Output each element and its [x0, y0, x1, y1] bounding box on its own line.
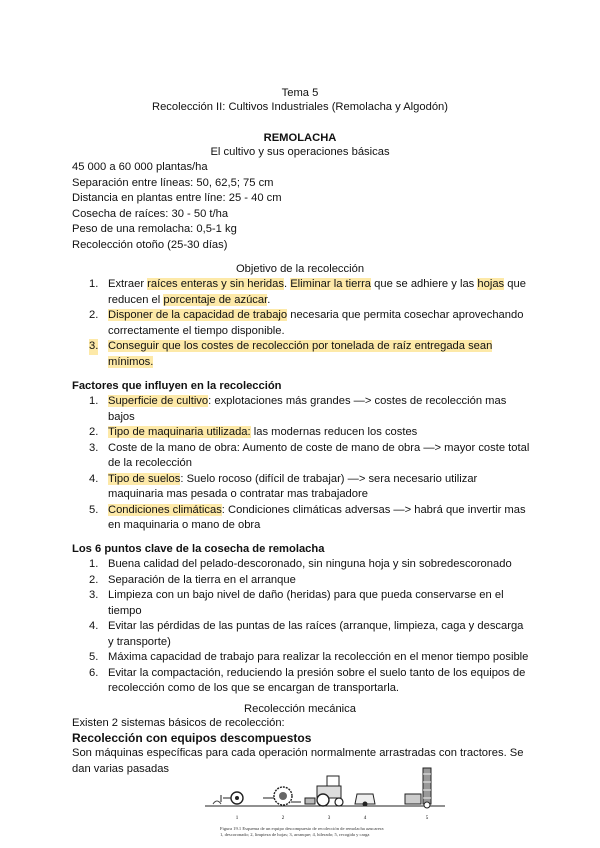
- list-item: [72, 503, 542, 534]
- item-text: Máxima capacidad de trabajo para realizar la recolección en el menor tiempo posible: [108, 651, 529, 663]
- fact-line: 45 000 a 60 000 plantas/ha: [72, 161, 208, 173]
- fact-line: Distancia en plantas entre líne: 25 - 40 cm: [72, 192, 282, 204]
- list-item: [72, 425, 542, 441]
- harvester-diagram-figure: [205, 764, 445, 826]
- list-item: [72, 394, 542, 425]
- item-text: en maquinaria o mano de obra: [108, 519, 261, 531]
- fact-line: Peso de una remolacha: 0,5-1 kg: [72, 223, 237, 235]
- caption-line: 1, descoronado; 2, limpieza de hojas; 3, arranque; 4, hilerado; 5, recogida y carga: [220, 832, 370, 837]
- leaf-cleaner-machine: [263, 787, 301, 805]
- item-number: 2.: [89, 573, 99, 586]
- figure-label: 5: [425, 816, 429, 821]
- highlighted-text: mínimos: [108, 355, 151, 368]
- item-number: 2.: [89, 426, 99, 438]
- factores-heading: Factores que influyen en la recolección: [72, 380, 282, 392]
- item-text: maquinaria mas pesada o contratar mas trabajadore: [108, 488, 368, 500]
- figure-label: 4: [363, 816, 367, 821]
- list-item: [72, 557, 542, 573]
- figure-caption: [220, 826, 460, 838]
- list-item: [72, 308, 542, 339]
- section-subtitle: El cultivo y sus operaciones básicas: [210, 146, 390, 158]
- item-number: 2.: [89, 309, 99, 321]
- item-text: recolección como de los que se encargan de transportarla.: [108, 682, 400, 694]
- tractor: [305, 776, 343, 806]
- item-text: que se adhiere y las: [371, 278, 478, 290]
- item-text: .: [283, 278, 291, 290]
- puntos-heading: Los 6 puntos clave de la cosecha de remolacha: [72, 543, 325, 555]
- item-text: reducen el: [108, 293, 164, 306]
- list-item: [72, 573, 542, 589]
- puntos-list: [72, 557, 542, 697]
- item-text: Evitar las pérdidas de las puntas de las raíces (arranque, limpieza, caga y descarga: [108, 620, 524, 632]
- item-text: que: [504, 278, 526, 290]
- list-item: [72, 619, 542, 650]
- highlighted-text: Superficie de cultivo: [108, 395, 209, 407]
- highlighted-text: .: [150, 355, 154, 368]
- item-number: 3.: [89, 589, 99, 601]
- item-text: Coste de la mano de obra: Aumento de coste de mano de obra —> mayor coste total: [108, 441, 530, 454]
- item-text: Evitar la compactación, reduciendo la presión sobre el suelo tanto de los equipos de: [108, 666, 526, 679]
- list-item: [72, 277, 542, 308]
- item-number: 1.: [89, 395, 99, 407]
- item-number: 3.: [89, 339, 98, 355]
- topic-number: Tema 5: [281, 87, 319, 99]
- item-text: .: [267, 293, 271, 306]
- paragraph-line: dan varias pasadas: [72, 762, 170, 775]
- item-text: necesaria que permita cosechar aprovechando: [287, 309, 524, 321]
- item-text: las modernas reducen los costes: [250, 426, 418, 438]
- item-text: Limpieza con un bajo nivel de daño (heridas) para que pueda conservarse en el: [108, 589, 504, 601]
- highlighted-text: Tipo de suelos: [108, 472, 181, 485]
- mecanica-subheading: Recolección con equipos descompuestos: [72, 731, 312, 745]
- caption-line: Figura 19.1 Esquema de un equipo descompuesto de recolección de remolacha azucarera: [220, 826, 384, 831]
- list-item: [72, 339, 542, 370]
- factores-list: [72, 394, 542, 534]
- highlighted-text: raíces enteras y sin heridas: [147, 278, 284, 290]
- item-number: 4.: [89, 620, 99, 632]
- item-number: 1.: [89, 558, 99, 570]
- highlighted-text: Condiciones climáticas: [108, 503, 222, 516]
- item-text: tiempo: [108, 604, 142, 617]
- list-item: [72, 472, 542, 503]
- item-number: 6.: [89, 666, 99, 679]
- fact-line: Recolección otoño (25-30 días): [72, 238, 228, 251]
- item-text: : explotaciones más grandes —> costes de recolección mas: [208, 395, 507, 407]
- highlighted-text: Disponer de la capacidad de trabajo: [108, 309, 288, 321]
- list-item: [72, 666, 542, 697]
- item-number: 3.: [89, 441, 99, 454]
- item-number: 4.: [89, 472, 99, 485]
- highlighted-text: Tipo de maquinaria utilizada:: [108, 426, 251, 438]
- figure-label: 2: [281, 816, 285, 821]
- mecanica-title: Recolección mecánica: [244, 703, 356, 715]
- item-text: : Suelo rocoso (difícil de trabajar) —> sera necesario utilizar: [180, 472, 478, 485]
- figure-label: 3: [327, 816, 331, 821]
- highlighted-text: porcentaje de azúcar: [163, 293, 268, 306]
- windrower-machine: [355, 794, 375, 807]
- item-text: y transporte): [108, 635, 171, 648]
- highlighted-text: hojas: [477, 278, 505, 290]
- list-item: [72, 588, 542, 619]
- item-text: de la recolección: [108, 457, 192, 469]
- fact-line: Separación entre líneas: 50, 62,5; 75 cm: [72, 176, 274, 189]
- list-item: [72, 650, 542, 666]
- highlighted-text: Conseguir que los costes de recolección por tonelada de raíz entregada sean: [108, 340, 493, 352]
- loader-elevator: [405, 768, 431, 808]
- item-text: bajos: [108, 410, 135, 423]
- item-number: 5.: [89, 503, 99, 516]
- item-text: Separación de la tierra en el arranque: [108, 573, 296, 586]
- objetivo-title: Objetivo de la recolección: [235, 263, 365, 275]
- item-number: 5.: [89, 651, 99, 663]
- document-subtitle: Recolección II: Cultivos Industriales (Remolacha y Algodón): [152, 101, 448, 113]
- item-number: 1.: [89, 278, 99, 290]
- item-text: Buena calidad del pelado-descoronado, sin ninguna hoja y sin sobredescoronado: [108, 558, 512, 570]
- mecanica-intro: Existen 2 sistemas básicos de recolección:: [72, 717, 285, 729]
- item-text: : Condiciones climáticas adversas —> habrá que invertir mas: [221, 503, 526, 516]
- highlighted-text: Eliminar la tierra: [290, 278, 372, 290]
- figure-label: 1: [235, 816, 239, 821]
- item-text: Extraer: [108, 278, 148, 290]
- item-text: correctamente el tiempo disponible.: [108, 324, 285, 337]
- paragraph-line: Son máquinas específicas para cada operación normalmente arrastradas con tractores. Se: [72, 747, 524, 759]
- fact-line: Cosecha de raíces: 30 - 50 t/ha: [72, 207, 229, 220]
- section-title-remolacha: REMOLACHA: [263, 132, 337, 144]
- topper-machine: [213, 792, 243, 804]
- objetivo-list: [72, 277, 542, 370]
- list-item: [72, 441, 542, 472]
- crop-facts: [72, 160, 532, 253]
